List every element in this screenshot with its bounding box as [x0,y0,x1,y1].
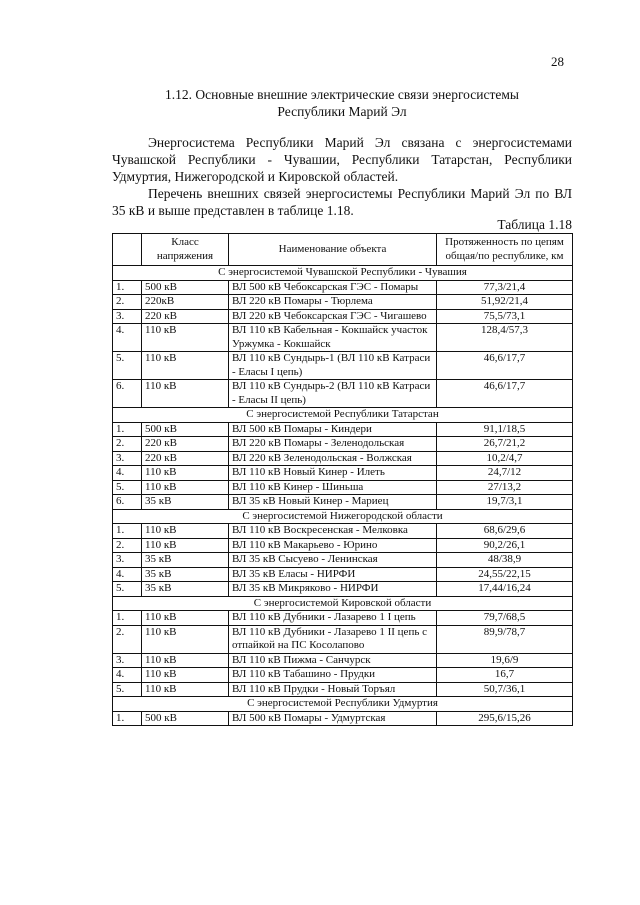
voltage-class: 110 кВ [142,480,229,495]
line-length: 48/38,9 [437,553,573,568]
table-row [113,682,573,697]
line-length: 91,1/18,5 [437,422,573,437]
line-length: 75,5/73,1 [437,309,573,324]
object-name: ВЛ 500 кВ Чебоксарская ГЭС - Помары [229,280,437,295]
row-number: 3. [113,451,142,466]
row-number: 1. [113,611,142,626]
section-row [113,266,573,281]
object-name: ВЛ 110 кВ Кабельная - Кокшайск участок Уржумка - Кокшайск [229,324,437,352]
header-num [113,234,142,266]
line-length: 19,7/3,1 [437,495,573,510]
header-name: Наименование объекта [229,234,437,266]
table-row [113,422,573,437]
object-name: ВЛ 110 кВ Макарьево - Юрино [229,538,437,553]
row-number: 4. [113,324,142,352]
line-length: 26,7/21,2 [437,437,573,452]
table-header-row [113,234,573,266]
voltage-class: 220 кВ [142,451,229,466]
voltage-class: 220 кВ [142,309,229,324]
line-length: 77,3/21,4 [437,280,573,295]
voltage-class: 35 кВ [142,582,229,597]
table-row [113,324,573,352]
voltage-class: 35 кВ [142,495,229,510]
row-number: 2. [113,538,142,553]
section-row [113,596,573,611]
line-length: 89,9/78,7 [437,625,573,653]
table-row [113,466,573,481]
voltage-class: 110 кВ [142,538,229,553]
table-row [113,380,573,408]
voltage-class: 500 кВ [142,422,229,437]
row-number: 6. [113,380,142,408]
paragraph-2: Перечень внешних связей энергосистемы Республики Марий Эл по ВЛ 35 кВ и выше представлен в таблице 1.18. [112,186,572,218]
line-length: 68,6/29,6 [437,524,573,539]
row-number: 4. [113,668,142,683]
object-name: ВЛ 110 кВ Прудки - Новый Торъял [229,682,437,697]
header-length: Протяженность по цепям общая/по республике, км [437,234,573,266]
section-title: С энергосистемой Чувашской Республики - Чувашия [113,266,573,281]
table-row [113,625,573,653]
voltage-class: 500 кВ [142,280,229,295]
line-length: 295,6/15,26 [437,711,573,726]
line-length: 46,6/17,7 [437,352,573,380]
row-number: 5. [113,352,142,380]
table-row [113,451,573,466]
row-number: 2. [113,625,142,653]
object-name: ВЛ 110 кВ Сундырь-2 (ВЛ 110 кВ Катраси - Еласы II цепь) [229,380,437,408]
row-number: 1. [113,711,142,726]
voltage-class: 220кВ [142,295,229,310]
object-name: ВЛ 220 кВ Зеленодольская - Волжская [229,451,437,466]
line-length: 51,92/21,4 [437,295,573,310]
voltage-class: 35 кВ [142,567,229,582]
voltage-class: 35 кВ [142,553,229,568]
voltage-class: 110 кВ [142,625,229,653]
voltage-class: 110 кВ [142,668,229,683]
row-number: 1. [113,422,142,437]
row-number: 4. [113,466,142,481]
table-label: Таблица 1.18 [497,217,572,232]
line-length: 90,2/26,1 [437,538,573,553]
voltage-class: 110 кВ [142,653,229,668]
object-name: ВЛ 110 кВ Воскресенская - Мелковка [229,524,437,539]
table-row [113,582,573,597]
row-number: 4. [113,567,142,582]
table-row [113,668,573,683]
object-name: ВЛ 110 кВ Пижма - Санчурск [229,653,437,668]
table-row [113,295,573,310]
object-name: ВЛ 220 кВ Помары - Тюрлема [229,295,437,310]
section-row [113,697,573,712]
voltage-class: 500 кВ [142,711,229,726]
object-name: ВЛ 110 кВ Сундырь-1 (ВЛ 110 кВ Катраси - Еласы I цепь) [229,352,437,380]
line-length: 10,2/4,7 [437,451,573,466]
object-name: ВЛ 220 кВ Помары - Зеленодольская [229,437,437,452]
line-length: 16,7 [437,668,573,683]
header-class: Класс напряжения [142,234,229,266]
line-length: 17,44/16,24 [437,582,573,597]
table-row [113,437,573,452]
row-number: 3. [113,653,142,668]
table-body [113,266,573,726]
object-name: ВЛ 35 кВ Еласы - НИРФИ [229,567,437,582]
voltage-class: 220 кВ [142,437,229,452]
voltage-class: 110 кВ [142,324,229,352]
table-row [113,280,573,295]
object-name: ВЛ 35 кВ Сысуево - Ленинская [229,553,437,568]
row-number: 3. [113,309,142,324]
object-name: ВЛ 220 кВ Чебоксарская ГЭС - Чигашево [229,309,437,324]
table-row [113,567,573,582]
table-row [113,553,573,568]
row-number: 5. [113,682,142,697]
object-name: ВЛ 500 кВ Помары - Киндери [229,422,437,437]
object-name: ВЛ 110 кВ Дубники - Лазарево 1 I цепь [229,611,437,626]
line-length: 50,7/36,1 [437,682,573,697]
voltage-class: 110 кВ [142,682,229,697]
row-number: 1. [113,524,142,539]
table-row [113,653,573,668]
section-title: С энергосистемой Нижегородской области [113,509,573,524]
row-number: 5. [113,582,142,597]
table-row [113,480,573,495]
section-heading [112,86,572,120]
line-length: 24,7/12 [437,466,573,481]
line-length: 46,6/17,7 [437,380,573,408]
section-title: С энергосистемой Республики Татарстан [113,408,573,423]
voltage-class: 110 кВ [142,466,229,481]
table-row [113,611,573,626]
row-number: 1. [113,280,142,295]
section-row [113,509,573,524]
voltage-class: 110 кВ [142,380,229,408]
voltage-class: 110 кВ [142,611,229,626]
paragraph-1: Энергосистема Республики Марий Эл связана с энергосистемами Чувашской Республики - Чувашии, Республики Татарстан, Республики Удмуртия, Нижегородской и Кировской областей. [112,135,572,184]
line-length: 19,6/9 [437,653,573,668]
line-length: 79,7/68,5 [437,611,573,626]
voltage-class: 110 кВ [142,524,229,539]
line-length: 24,55/22,15 [437,567,573,582]
heading-line-2: Республики Марий Эл [277,104,407,119]
line-length: 128,4/57,3 [437,324,573,352]
row-number: 5. [113,480,142,495]
table-row [113,524,573,539]
table-row [113,495,573,510]
row-number: 3. [113,553,142,568]
object-name: ВЛ 35 кВ Микряково - НИРФИ [229,582,437,597]
section-row [113,408,573,423]
object-name: ВЛ 110 кВ Табашино - Прудки [229,668,437,683]
heading-line-1: 1.12. Основные внешние электрические связи энергосистемы [165,87,519,102]
line-length: 27/13,2 [437,480,573,495]
section-title: С энергосистемой Кировской области [113,596,573,611]
object-name: ВЛ 500 кВ Помары - Удмуртская [229,711,437,726]
connections-table [112,233,573,726]
table-row [113,352,573,380]
page-number: 28 [551,54,564,69]
row-number: 6. [113,495,142,510]
object-name: ВЛ 35 кВ Новый Кинер - Мариец [229,495,437,510]
voltage-class: 110 кВ [142,352,229,380]
table-row [113,309,573,324]
row-number: 2. [113,437,142,452]
object-name: ВЛ 110 кВ Кинер - Шиньша [229,480,437,495]
table-row [113,711,573,726]
table-row [113,538,573,553]
object-name: ВЛ 110 кВ Новый Кинер - Илеть [229,466,437,481]
object-name: ВЛ 110 кВ Дубники - Лазарево 1 II цепь с отпайкой на ПС Косолапово [229,625,437,653]
section-title: С энергосистемой Республики Удмуртия [113,697,573,712]
row-number: 2. [113,295,142,310]
